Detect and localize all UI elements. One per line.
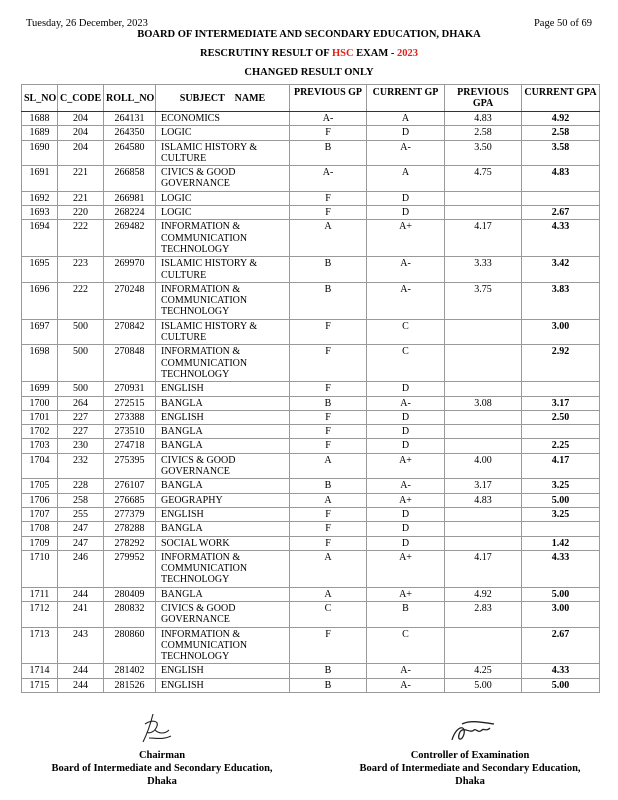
cell-prev-gpa: 3.75: [445, 282, 522, 319]
table-row: [22, 191, 600, 205]
cell-curr-gp: A: [367, 112, 445, 126]
col-header-sl: SL_NO: [22, 85, 58, 112]
cell-curr-gp: A+: [367, 550, 445, 587]
table-row: [22, 257, 600, 283]
cell-prev-gp: F: [290, 382, 367, 396]
cell-curr-gpa: 4.33: [522, 220, 600, 257]
cell-prev-gpa: 2.83: [445, 601, 522, 627]
cell-curr-gp: A-: [367, 257, 445, 283]
cell-ccode: 222: [58, 220, 104, 257]
table-row: [22, 140, 600, 166]
cell-sl: 1700: [22, 396, 58, 410]
table-row: [22, 453, 600, 479]
cell-curr-gpa: 3.42: [522, 257, 600, 283]
cell-curr-gp: A: [367, 166, 445, 192]
cell-ccode: 500: [58, 345, 104, 382]
cell-subject: BANGLA: [156, 522, 290, 536]
cell-prev-gp: B: [290, 479, 367, 493]
cell-curr-gpa: [522, 522, 600, 536]
cell-prev-gpa: [445, 382, 522, 396]
cell-prev-gp: F: [290, 536, 367, 550]
cell-ccode: 255: [58, 507, 104, 521]
cell-roll: 277379: [104, 507, 156, 521]
cell-subject: INFORMATION & COMMUNICATION TECHNOLOGY: [156, 550, 290, 587]
table-row: [22, 282, 600, 319]
cell-prev-gp: F: [290, 345, 367, 382]
table-row: [22, 319, 600, 345]
cell-curr-gp: D: [367, 410, 445, 424]
table-row: [22, 493, 600, 507]
cell-curr-gpa: 3.83: [522, 282, 600, 319]
cell-subject: INFORMATION & COMMUNICATION TECHNOLOGY: [156, 282, 290, 319]
cell-curr-gpa: [522, 191, 600, 205]
table-row: [22, 126, 600, 140]
cell-curr-gpa: 3.17: [522, 396, 600, 410]
col-header-prev-gp: PREVIOUS GP: [290, 85, 367, 112]
col-header-curr-gpa: CURRENT GPA: [522, 85, 600, 112]
cell-roll: 278292: [104, 536, 156, 550]
cell-sl: 1709: [22, 536, 58, 550]
cell-subject: CIVICS & GOOD GOVERNANCE: [156, 166, 290, 192]
cell-curr-gpa: 2.50: [522, 410, 600, 424]
cell-prev-gp: B: [290, 678, 367, 692]
cell-ccode: 227: [58, 410, 104, 424]
cell-ccode: 222: [58, 282, 104, 319]
cell-roll: 266858: [104, 166, 156, 192]
print-date: Tuesday, 26 December, 2023: [26, 18, 148, 29]
cell-subject: LOGIC: [156, 126, 290, 140]
cell-roll: 280409: [104, 587, 156, 601]
cell-sl: 1712: [22, 601, 58, 627]
col-header-subject: SUBJECT NAME: [156, 85, 290, 112]
cell-curr-gpa: 4.33: [522, 550, 600, 587]
cell-subject: INFORMATION & COMMUNICATION TECHNOLOGY: [156, 627, 290, 664]
cell-prev-gpa: [445, 345, 522, 382]
chairman-org: Board of Intermediate and Secondary Education, Dhaka: [51, 763, 273, 787]
cell-subject: BANGLA: [156, 587, 290, 601]
table-row: [22, 678, 600, 692]
cell-sl: 1714: [22, 664, 58, 678]
cell-prev-gp: F: [290, 206, 367, 220]
controller-title: Controller of Examination: [410, 750, 530, 761]
cell-curr-gpa: 2.92: [522, 345, 600, 382]
cell-prev-gpa: 4.83: [445, 112, 522, 126]
cell-ccode: 204: [58, 112, 104, 126]
cell-subject: ENGLISH: [156, 507, 290, 521]
cell-prev-gp: F: [290, 627, 367, 664]
cell-curr-gpa: [522, 425, 600, 439]
cell-prev-gpa: 4.75: [445, 166, 522, 192]
cell-roll: 268224: [104, 206, 156, 220]
cell-subject: ECONOMICS: [156, 112, 290, 126]
cell-curr-gp: A-: [367, 140, 445, 166]
cell-curr-gpa: 3.58: [522, 140, 600, 166]
table-row: [22, 479, 600, 493]
cell-prev-gpa: 4.17: [445, 550, 522, 587]
cell-prev-gpa: [445, 319, 522, 345]
changed-result-subtitle: CHANGED RESULT ONLY: [244, 67, 374, 78]
cell-ccode: 247: [58, 536, 104, 550]
cell-curr-gpa: 3.00: [522, 319, 600, 345]
table-row: [22, 166, 600, 192]
exam-name: HSC: [331, 48, 354, 59]
cell-roll: 270848: [104, 345, 156, 382]
page-number: Page 50 of 69: [533, 18, 592, 29]
cell-prev-gp: B: [290, 257, 367, 283]
cell-sl: 1704: [22, 453, 58, 479]
cell-prev-gp: C: [290, 601, 367, 627]
cell-roll: 270842: [104, 319, 156, 345]
cell-prev-gp: F: [290, 425, 367, 439]
controller-signature: [448, 718, 498, 748]
result-title-mid: EXAM -: [353, 48, 397, 59]
cell-prev-gpa: 5.00: [445, 678, 522, 692]
cell-ccode: 244: [58, 678, 104, 692]
cell-ccode: 244: [58, 587, 104, 601]
cell-prev-gpa: 3.33: [445, 257, 522, 283]
cell-curr-gpa: 2.67: [522, 206, 600, 220]
cell-curr-gp: C: [367, 319, 445, 345]
cell-curr-gp: C: [367, 627, 445, 664]
cell-curr-gp: A-: [367, 479, 445, 493]
table-row: [22, 396, 600, 410]
cell-subject: LOGIC: [156, 206, 290, 220]
table-row: [22, 112, 600, 126]
cell-curr-gp: A-: [367, 678, 445, 692]
cell-prev-gpa: 4.92: [445, 587, 522, 601]
cell-prev-gpa: [445, 191, 522, 205]
cell-roll: 273510: [104, 425, 156, 439]
cell-roll: 269970: [104, 257, 156, 283]
table-row: [22, 410, 600, 424]
cell-curr-gpa: 4.17: [522, 453, 600, 479]
col-header-prev-gpa: PREVIOUS GPA: [445, 85, 522, 112]
cell-roll: 276107: [104, 479, 156, 493]
cell-ccode: 500: [58, 319, 104, 345]
chairman-block: [42, 749, 282, 788]
cell-subject: BANGLA: [156, 479, 290, 493]
cell-curr-gpa: 2.25: [522, 439, 600, 453]
chairman-signature: [135, 712, 175, 748]
cell-sl: 1698: [22, 345, 58, 382]
cell-curr-gpa: 3.00: [522, 601, 600, 627]
cell-curr-gpa: 2.58: [522, 126, 600, 140]
cell-curr-gpa: 1.42: [522, 536, 600, 550]
table-row: [22, 664, 600, 678]
cell-sl: 1703: [22, 439, 58, 453]
cell-subject: BANGLA: [156, 396, 290, 410]
cell-roll: 264580: [104, 140, 156, 166]
cell-prev-gpa: [445, 627, 522, 664]
table-row: [22, 507, 600, 521]
cell-curr-gpa: [522, 382, 600, 396]
cell-ccode: 241: [58, 601, 104, 627]
cell-prev-gpa: 3.17: [445, 479, 522, 493]
cell-sl: 1715: [22, 678, 58, 692]
cell-prev-gpa: [445, 425, 522, 439]
table-row: [22, 206, 600, 220]
cell-subject: SOCIAL WORK: [156, 536, 290, 550]
cell-subject: ENGLISH: [156, 678, 290, 692]
cell-prev-gp: B: [290, 140, 367, 166]
table-row: [22, 627, 600, 664]
cell-sl: 1691: [22, 166, 58, 192]
cell-prev-gpa: 3.50: [445, 140, 522, 166]
cell-sl: 1688: [22, 112, 58, 126]
result-table: [21, 84, 600, 693]
cell-sl: 1695: [22, 257, 58, 283]
cell-prev-gp: A-: [290, 166, 367, 192]
cell-curr-gp: D: [367, 536, 445, 550]
cell-prev-gp: A: [290, 550, 367, 587]
cell-ccode: 244: [58, 664, 104, 678]
cell-prev-gp: F: [290, 126, 367, 140]
cell-ccode: 258: [58, 493, 104, 507]
cell-subject: ENGLISH: [156, 382, 290, 396]
cell-curr-gpa: 4.33: [522, 664, 600, 678]
cell-curr-gpa: 4.92: [522, 112, 600, 126]
cell-prev-gp: F: [290, 439, 367, 453]
cell-prev-gp: F: [290, 410, 367, 424]
cell-ccode: 221: [58, 166, 104, 192]
cell-subject: ENGLISH: [156, 410, 290, 424]
cell-prev-gp: B: [290, 664, 367, 678]
cell-subject: BANGLA: [156, 439, 290, 453]
cell-curr-gp: D: [367, 507, 445, 521]
cell-sl: 1711: [22, 587, 58, 601]
cell-sl: 1690: [22, 140, 58, 166]
cell-curr-gp: D: [367, 191, 445, 205]
table-header-row: [22, 85, 600, 112]
cell-prev-gp: A: [290, 493, 367, 507]
cell-prev-gpa: 4.17: [445, 220, 522, 257]
cell-roll: 281526: [104, 678, 156, 692]
cell-curr-gp: A-: [367, 396, 445, 410]
cell-subject: CIVICS & GOOD GOVERNANCE: [156, 601, 290, 627]
cell-curr-gp: C: [367, 345, 445, 382]
cell-sl: 1702: [22, 425, 58, 439]
cell-subject: ISLAMIC HISTORY & CULTURE: [156, 319, 290, 345]
cell-sl: 1699: [22, 382, 58, 396]
cell-prev-gp: B: [290, 282, 367, 319]
cell-ccode: 220: [58, 206, 104, 220]
cell-prev-gp: F: [290, 191, 367, 205]
cell-sl: 1710: [22, 550, 58, 587]
cell-curr-gp: B: [367, 601, 445, 627]
cell-roll: 269482: [104, 220, 156, 257]
cell-ccode: 264: [58, 396, 104, 410]
cell-sl: 1706: [22, 493, 58, 507]
cell-curr-gpa: 4.83: [522, 166, 600, 192]
cell-curr-gpa: 5.00: [522, 587, 600, 601]
result-title: [0, 48, 618, 59]
cell-curr-gpa: 5.00: [522, 678, 600, 692]
cell-sl: 1708: [22, 522, 58, 536]
cell-prev-gp: A: [290, 453, 367, 479]
cell-ccode: 232: [58, 453, 104, 479]
result-title-prefix: RESCRUTINY RESULT OF: [199, 48, 332, 59]
table-row: [22, 382, 600, 396]
cell-roll: 280860: [104, 627, 156, 664]
cell-roll: 272515: [104, 396, 156, 410]
cell-roll: 279952: [104, 550, 156, 587]
cell-ccode: 223: [58, 257, 104, 283]
cell-curr-gp: D: [367, 126, 445, 140]
table-row: [22, 425, 600, 439]
cell-subject: LOGIC: [156, 191, 290, 205]
table-row: [22, 522, 600, 536]
table-row: [22, 536, 600, 550]
cell-curr-gp: A-: [367, 282, 445, 319]
cell-prev-gp: A: [290, 220, 367, 257]
cell-sl: 1689: [22, 126, 58, 140]
cell-ccode: 243: [58, 627, 104, 664]
cell-prev-gpa: [445, 507, 522, 521]
cell-prev-gp: F: [290, 507, 367, 521]
chairman-title: Chairman: [138, 750, 186, 761]
cell-prev-gp: F: [290, 522, 367, 536]
cell-sl: 1692: [22, 191, 58, 205]
cell-roll: 278288: [104, 522, 156, 536]
cell-curr-gp: A+: [367, 453, 445, 479]
cell-curr-gp: D: [367, 382, 445, 396]
cell-roll: 276685: [104, 493, 156, 507]
cell-roll: 266981: [104, 191, 156, 205]
cell-roll: 281402: [104, 664, 156, 678]
cell-ccode: 230: [58, 439, 104, 453]
cell-roll: 273388: [104, 410, 156, 424]
cell-sl: 1694: [22, 220, 58, 257]
cell-curr-gp: D: [367, 206, 445, 220]
cell-curr-gp: D: [367, 425, 445, 439]
cell-curr-gpa: 2.67: [522, 627, 600, 664]
cell-prev-gpa: 2.58: [445, 126, 522, 140]
cell-roll: 264131: [104, 112, 156, 126]
cell-curr-gpa: 5.00: [522, 493, 600, 507]
cell-prev-gpa: 4.00: [445, 453, 522, 479]
cell-ccode: 500: [58, 382, 104, 396]
cell-roll: 280832: [104, 601, 156, 627]
cell-roll: 275395: [104, 453, 156, 479]
cell-subject: ENGLISH: [156, 664, 290, 678]
col-header-ccode: C_CODE: [58, 85, 104, 112]
cell-prev-gpa: 4.83: [445, 493, 522, 507]
table-row: [22, 601, 600, 627]
table-row: [22, 220, 600, 257]
exam-year: 2023: [397, 48, 418, 59]
cell-curr-gp: A+: [367, 220, 445, 257]
cell-curr-gp: A+: [367, 493, 445, 507]
cell-roll: 274718: [104, 439, 156, 453]
cell-sl: 1707: [22, 507, 58, 521]
cell-curr-gpa: 3.25: [522, 507, 600, 521]
controller-org: Board of Intermediate and Secondary Education, Dhaka: [359, 763, 581, 787]
cell-subject: CIVICS & GOOD GOVERNANCE: [156, 453, 290, 479]
cell-prev-gp: B: [290, 396, 367, 410]
cell-prev-gp: A: [290, 587, 367, 601]
cell-prev-gpa: [445, 439, 522, 453]
cell-subject: GEOGRAPHY: [156, 493, 290, 507]
table-row: [22, 550, 600, 587]
cell-curr-gp: D: [367, 522, 445, 536]
cell-ccode: 204: [58, 126, 104, 140]
cell-prev-gpa: [445, 536, 522, 550]
cell-subject: ISLAMIC HISTORY & CULTURE: [156, 140, 290, 166]
table-row: [22, 439, 600, 453]
cell-roll: 264350: [104, 126, 156, 140]
cell-prev-gpa: [445, 410, 522, 424]
cell-prev-gpa: 4.25: [445, 664, 522, 678]
cell-subject: INFORMATION & COMMUNICATION TECHNOLOGY: [156, 345, 290, 382]
cell-curr-gpa: 3.25: [522, 479, 600, 493]
cell-sl: 1697: [22, 319, 58, 345]
col-header-curr-gp: CURRENT GP: [367, 85, 445, 112]
cell-ccode: 246: [58, 550, 104, 587]
board-name: BOARD OF INTERMEDIATE AND SECONDARY EDUCATION, DHAKA: [137, 29, 481, 40]
col-header-roll: ROLL_NO: [104, 85, 156, 112]
cell-subject: BANGLA: [156, 425, 290, 439]
cell-roll: 270931: [104, 382, 156, 396]
cell-subject: INFORMATION & COMMUNICATION TECHNOLOGY: [156, 220, 290, 257]
table-row: [22, 587, 600, 601]
cell-subject: ISLAMIC HISTORY & CULTURE: [156, 257, 290, 283]
cell-sl: 1701: [22, 410, 58, 424]
cell-prev-gp: A-: [290, 112, 367, 126]
cell-ccode: 204: [58, 140, 104, 166]
cell-sl: 1713: [22, 627, 58, 664]
cell-curr-gp: D: [367, 439, 445, 453]
cell-roll: 270248: [104, 282, 156, 319]
cell-ccode: 228: [58, 479, 104, 493]
cell-sl: 1705: [22, 479, 58, 493]
cell-prev-gpa: 3.08: [445, 396, 522, 410]
cell-curr-gp: A-: [367, 664, 445, 678]
table-row: [22, 345, 600, 382]
controller-block: [345, 749, 595, 788]
cell-ccode: 227: [58, 425, 104, 439]
cell-sl: 1696: [22, 282, 58, 319]
cell-curr-gp: A+: [367, 587, 445, 601]
cell-prev-gpa: [445, 206, 522, 220]
cell-sl: 1693: [22, 206, 58, 220]
cell-ccode: 221: [58, 191, 104, 205]
cell-ccode: 247: [58, 522, 104, 536]
cell-prev-gpa: [445, 522, 522, 536]
cell-prev-gp: F: [290, 319, 367, 345]
